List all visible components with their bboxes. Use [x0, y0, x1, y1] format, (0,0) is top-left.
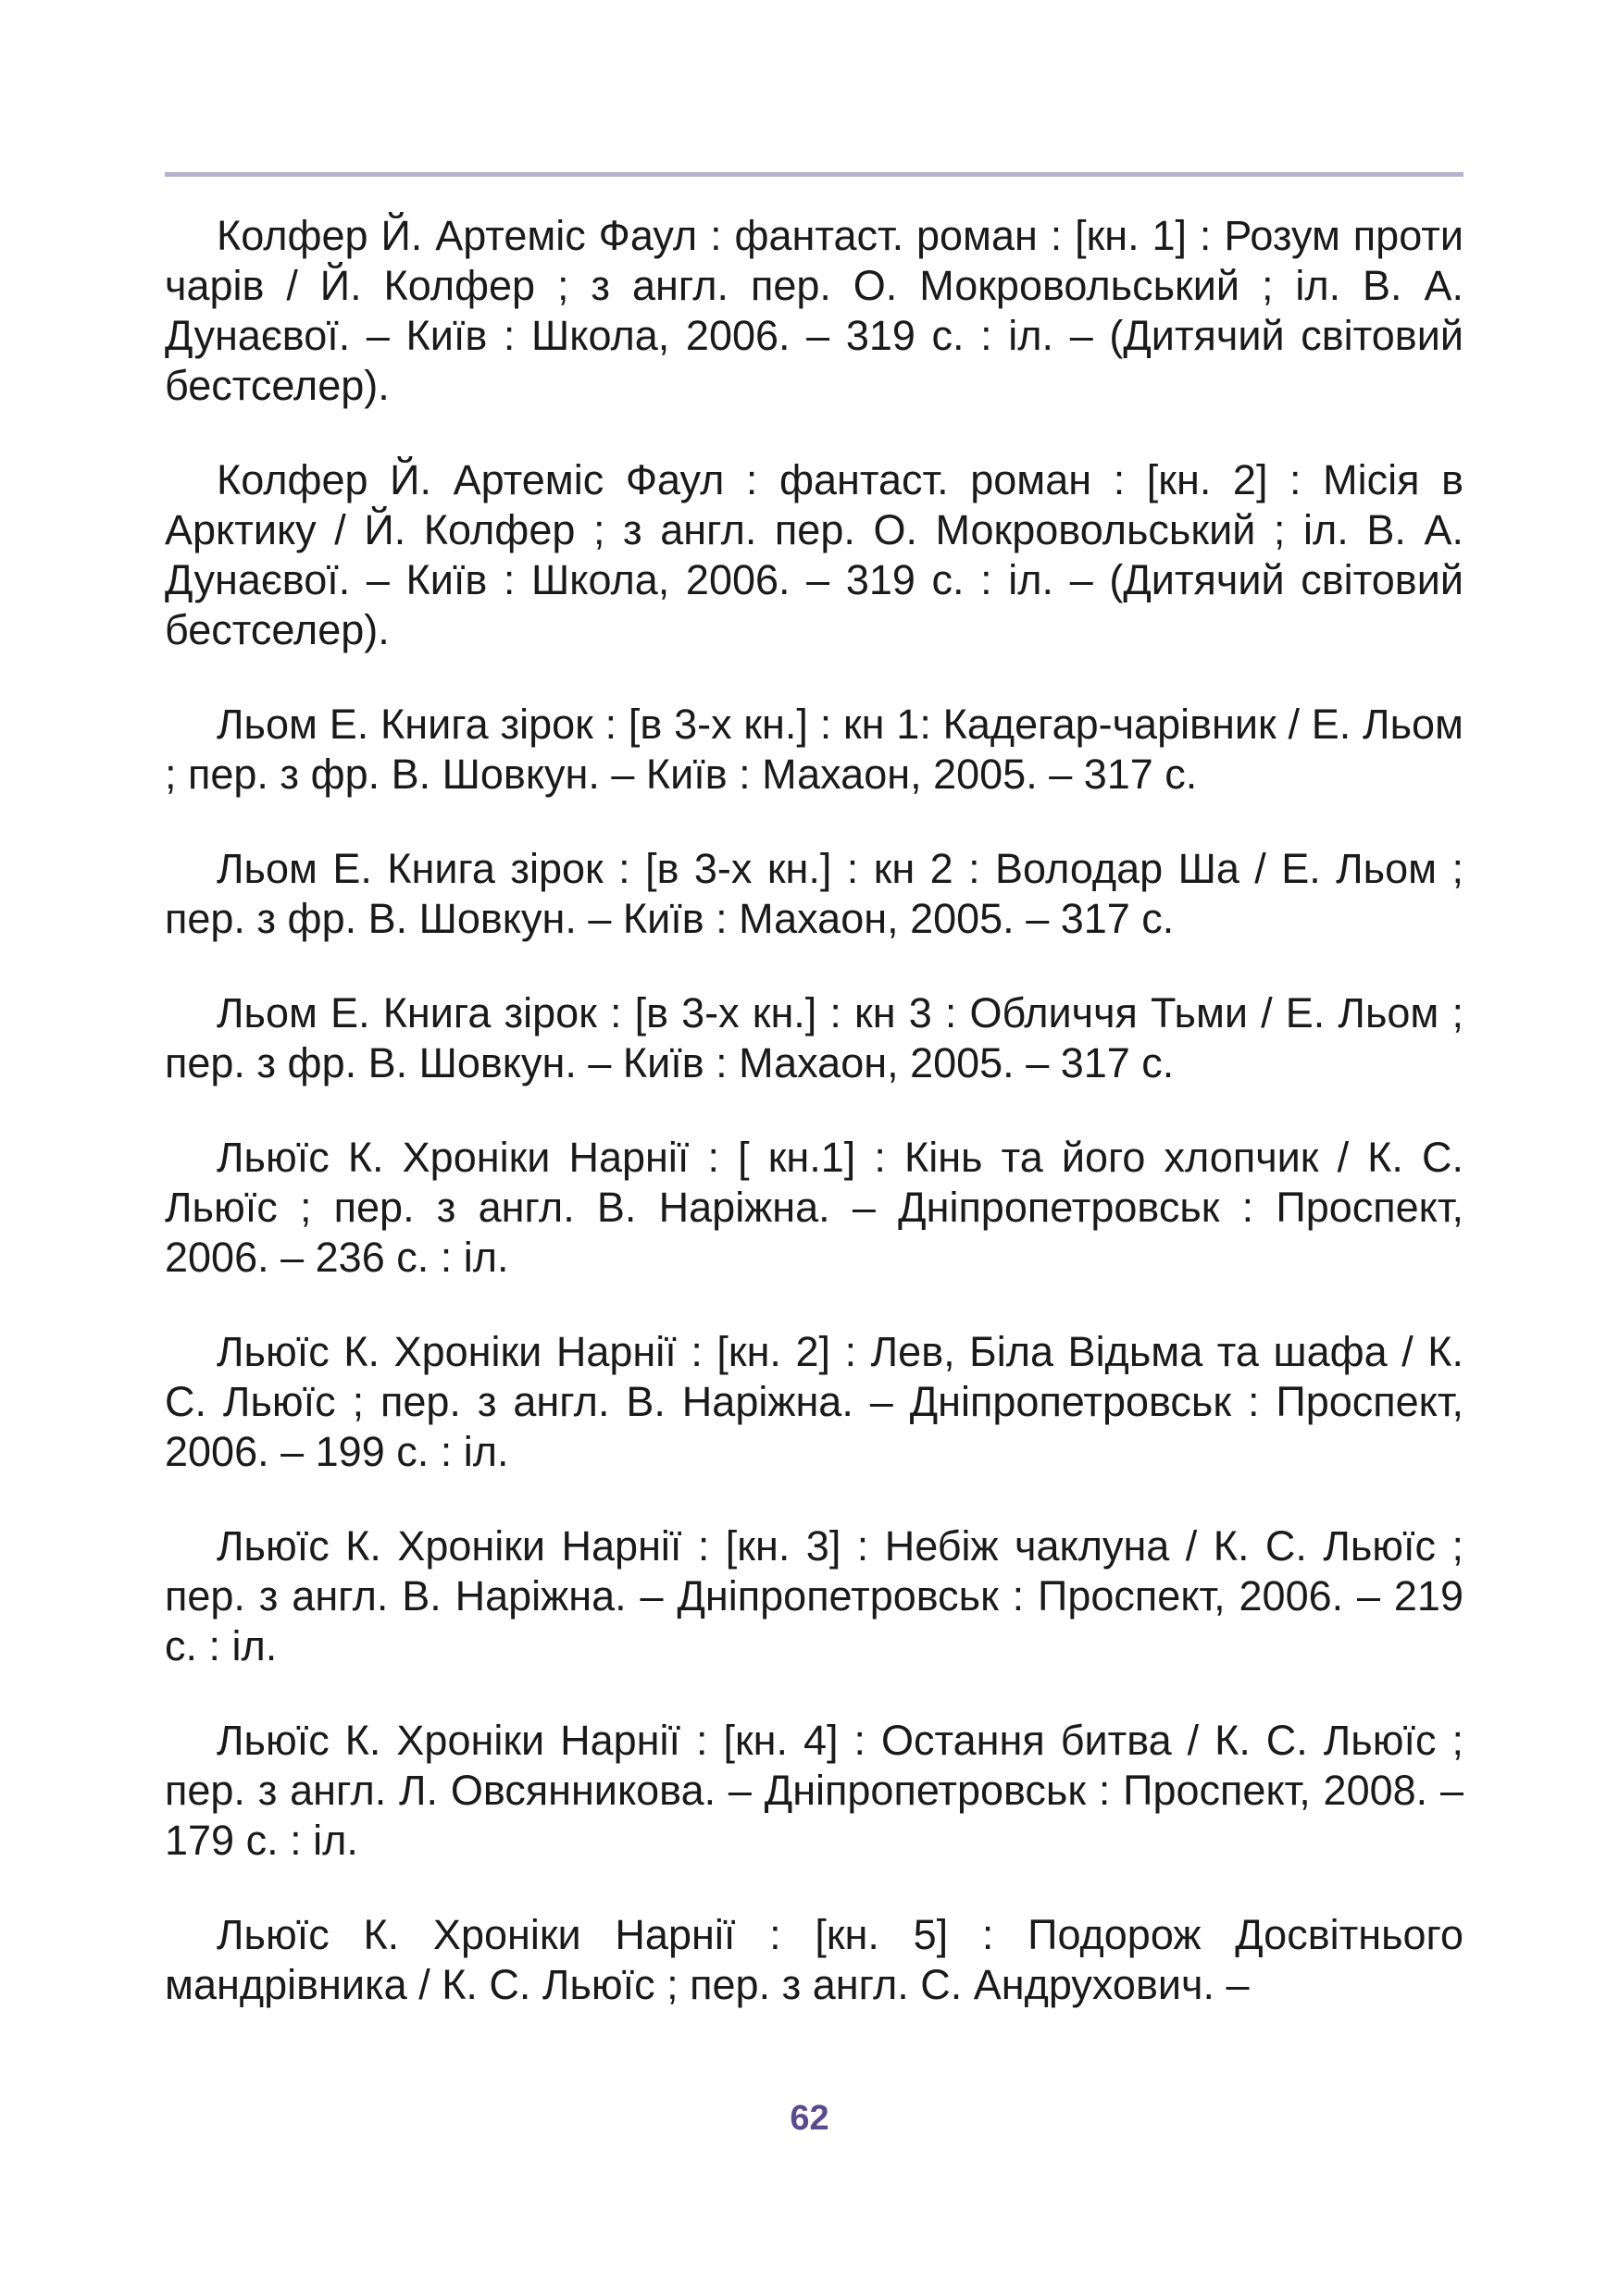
page-number: 62 [790, 2099, 829, 2138]
bibliography-entry: Льюїс К. Хроніки Нарнії : [кн. 3] : Небіж чаклуна / К. С. Льюїс ; пер. з англ. В. Наріжна. – Дніпропетровськ : Проспект, 2006. – 219 с. : іл. [165, 1522, 1463, 1669]
bibliography-entry: Льюїс К. Хроніки Нарнії : [кн. 5] : Подорож Досвітнього мандрівника / К. С. Льюїс ; пер. з англ. С. Андрухович. – [165, 1911, 1463, 2008]
bibliography-entry: Льюїс К. Хроніки Нарнії : [ кн.1] : Кінь та його хлопчик / К. С. Льюїс ; пер. з англ. В. Наріжна. – Дніпропетровськ : Проспект, 2006. – 236 с. : іл. [165, 1134, 1463, 1281]
header-rule [165, 172, 1463, 177]
bibliography-entry: Колфер Й. Артеміс Фаул : фантаст. роман : [кн. 2] : Місія в Арктику / Й. Колфер ; з англ. пер. О. Мокровольський ; іл. В. А. Дунаєвої. – Київ : Школа, 2006. – 319 с. : іл. – (Дитячий світовий бестселер). [165, 456, 1463, 653]
bibliography-entry: Колфер Й. Артеміс Фаул : фантаст. роман : [кн. 1] : Розум проти чарів / Й. Колфер ; з англ. пер. О. Мокровольський ; іл. В. А. Дунаєвої. – Київ : Школа, 2006. – 319 с. : іл. – (Дитячий світовий бестселер). [165, 212, 1463, 409]
bibliography-entry: Льом Е. Книга зірок : [в 3-х кн.] : кн 1: Кадегар-чарівник / Е. Льом ; пер. з фр. В. Шовкун. – Київ : Махаон, 2005. – 317 с. [165, 701, 1463, 798]
bibliography-entry: Льюїс К. Хроніки Нарнії : [кн. 2] : Лев, Біла Відьма та шафа / К. С. Льюїс ; пер. з англ. В. Наріжна. – Дніпропетровськ : Проспект, 2006. – 199 с. : іл. [165, 1328, 1463, 1475]
bibliography-list [165, 211, 1463, 2054]
bibliography-entry: Льом Е. Книга зірок : [в 3-х кн.] : кн 2 : Володар Ша / Е. Льом ; пер. з фр. В. Шовкун. – Київ : Махаон, 2005. – 317 с. [165, 845, 1463, 942]
bibliography-entry: Льом Е. Книга зірок : [в 3-х кн.] : кн 3 : Обличчя Тьми / Е. Льом ; пер. з фр. В. Шовкун. – Київ : Махаон, 2005. – 317 с. [165, 989, 1463, 1086]
bibliography-entry: Льюїс К. Хроніки Нарнії : [кн. 4] : Остання битва / К. С. Льюїс ; пер. з англ. Л. Овсянникова. – Дніпропетровськ : Проспект, 2008. – 179 с. : іл. [165, 1717, 1463, 1864]
